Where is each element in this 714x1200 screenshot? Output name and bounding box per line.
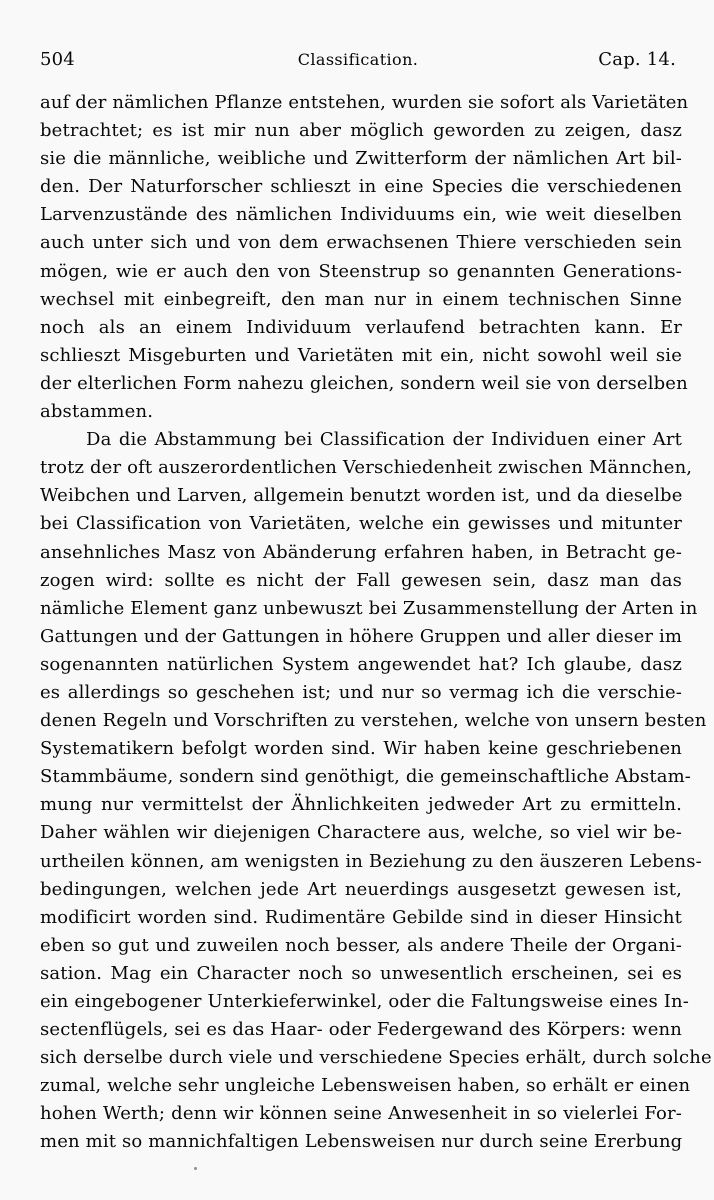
text-line: zumal, welche sehr ungleiche Lebensweisen haben, so erhält er einen	[40, 1075, 691, 1097]
text-line: wechsel mit einbegreift, den man nur in einem technischen Sinne	[40, 288, 682, 310]
text-line: denen Regeln und Vorschriften zu verstehen, welche von unsern besten	[40, 710, 707, 732]
text-line: betrachtet; es ist mir nun aber möglich geworden zu zeigen, dasz	[40, 120, 682, 142]
text-line: sectenflügels, sei es das Haar- oder Federgewand des Körpers: wenn	[40, 1019, 682, 1041]
text-line: mung nur vermittelst der Ähnlichkeiten jedweder Art zu ermitteln.	[40, 794, 682, 816]
text-line: sich derselbe durch viele und verschiedene Species erhält, durch solche	[40, 1047, 712, 1069]
text-line: den. Der Naturforscher schlieszt in eine Species die verschiedenen	[40, 176, 682, 198]
text-line: schlieszt Misgeburten und Varietäten mit ein, nicht sowohl weil sie	[40, 344, 682, 366]
ink-speck	[194, 1167, 197, 1170]
text-line: sation. Mag ein Character noch so unwesentlich erscheinen, sei es	[40, 962, 682, 984]
page-number: 504	[40, 48, 75, 70]
section-title: Classification.	[297, 49, 419, 69]
text-line: Gattungen und der Gattungen in höhere Gruppen und aller dieser im	[40, 625, 683, 647]
body-text	[40, 89, 712, 1157]
text-line: noch als an einem Individuum verlaufend betrachten kann. Er	[40, 316, 682, 338]
chapter-label: Cap. 14.	[598, 48, 676, 70]
running-header	[40, 46, 676, 72]
paragraph-end-line: abstammen.	[40, 401, 154, 423]
text-line: eben so gut und zuweilen noch besser, als andere Theile der Organi-	[40, 934, 682, 956]
text-line: modificirt worden sind. Rudimentäre Gebilde sind in dieser Hinsicht	[40, 906, 682, 928]
text-line: ein eingebogener Unterkieferwinkel, oder die Faltungsweise eines In-	[40, 991, 689, 1012]
text-line: urtheilen können, am wenigsten in Beziehung zu den äuszeren Lebens-	[40, 850, 702, 872]
text-line: Systematikern befolgt worden sind. Wir haben keine geschriebenen	[40, 738, 682, 760]
text-line: men mit so mannichfaltigen Lebensweisen nur durch seine Ererbung	[40, 1131, 683, 1153]
text-line: nämliche Element ganz unbewuszt bei Zusammenstellung der Arten in	[40, 597, 698, 619]
text-line: trotz der oft auszerordentlichen Verschiedenheit zwischen Männchen,	[40, 457, 693, 479]
text-line: der elterlichen Form nahezu gleichen, sondern weil sie von derselben	[40, 372, 688, 394]
text-line: mögen, wie er auch den von Steenstrup so genannten Generations-	[40, 260, 682, 282]
text-line: hohen Werth; denn wir können seine Anwesenheit in so vielerlei For-	[40, 1103, 682, 1125]
text-line: sie die männliche, weibliche und Zwitterform der nämlichen Art bil-	[40, 148, 682, 170]
text-line: bedingungen, welchen jede Art neuerdings ausgesetzt gewesen ist,	[40, 878, 682, 900]
paragraph-start-line: Da die Abstammung bei Classification der Individuen einer Art	[86, 429, 682, 451]
text-line: ansehnliches Masz von Abänderung erfahren haben, in Betracht ge-	[40, 541, 682, 563]
text-line: Weibchen und Larven, allgemein benutzt worden ist, und da dieselbe	[40, 485, 683, 507]
text-line: bei Classification von Varietäten, welche ein gewisses und mitunter	[40, 513, 682, 535]
text-line: Stammbäume, sondern sind genöthigt, die gemeinschaftliche Abstam-	[40, 766, 692, 788]
text-line: auf der nämlichen Pflanze entstehen, wurden sie sofort als Varietäten	[40, 92, 689, 113]
text-line: Daher wählen wir diejenigen Charactere aus, welche, so viel wir be-	[40, 822, 682, 844]
text-line: zogen wird: sollte es nicht der Fall gewesen sein, dasz man das	[40, 569, 682, 591]
text-line: sogenannten natürlichen System angewendet hat? Ich glaube, dasz	[40, 653, 682, 675]
text-line: auch unter sich und von dem erwachsenen Thiere verschieden sein	[40, 232, 682, 254]
text-line: es allerdings so geschehen ist; und nur so vermag ich die verschie-	[40, 681, 682, 703]
text-line: Larvenzustände des nämlichen Individuums ein, wie weit dieselben	[40, 204, 682, 226]
